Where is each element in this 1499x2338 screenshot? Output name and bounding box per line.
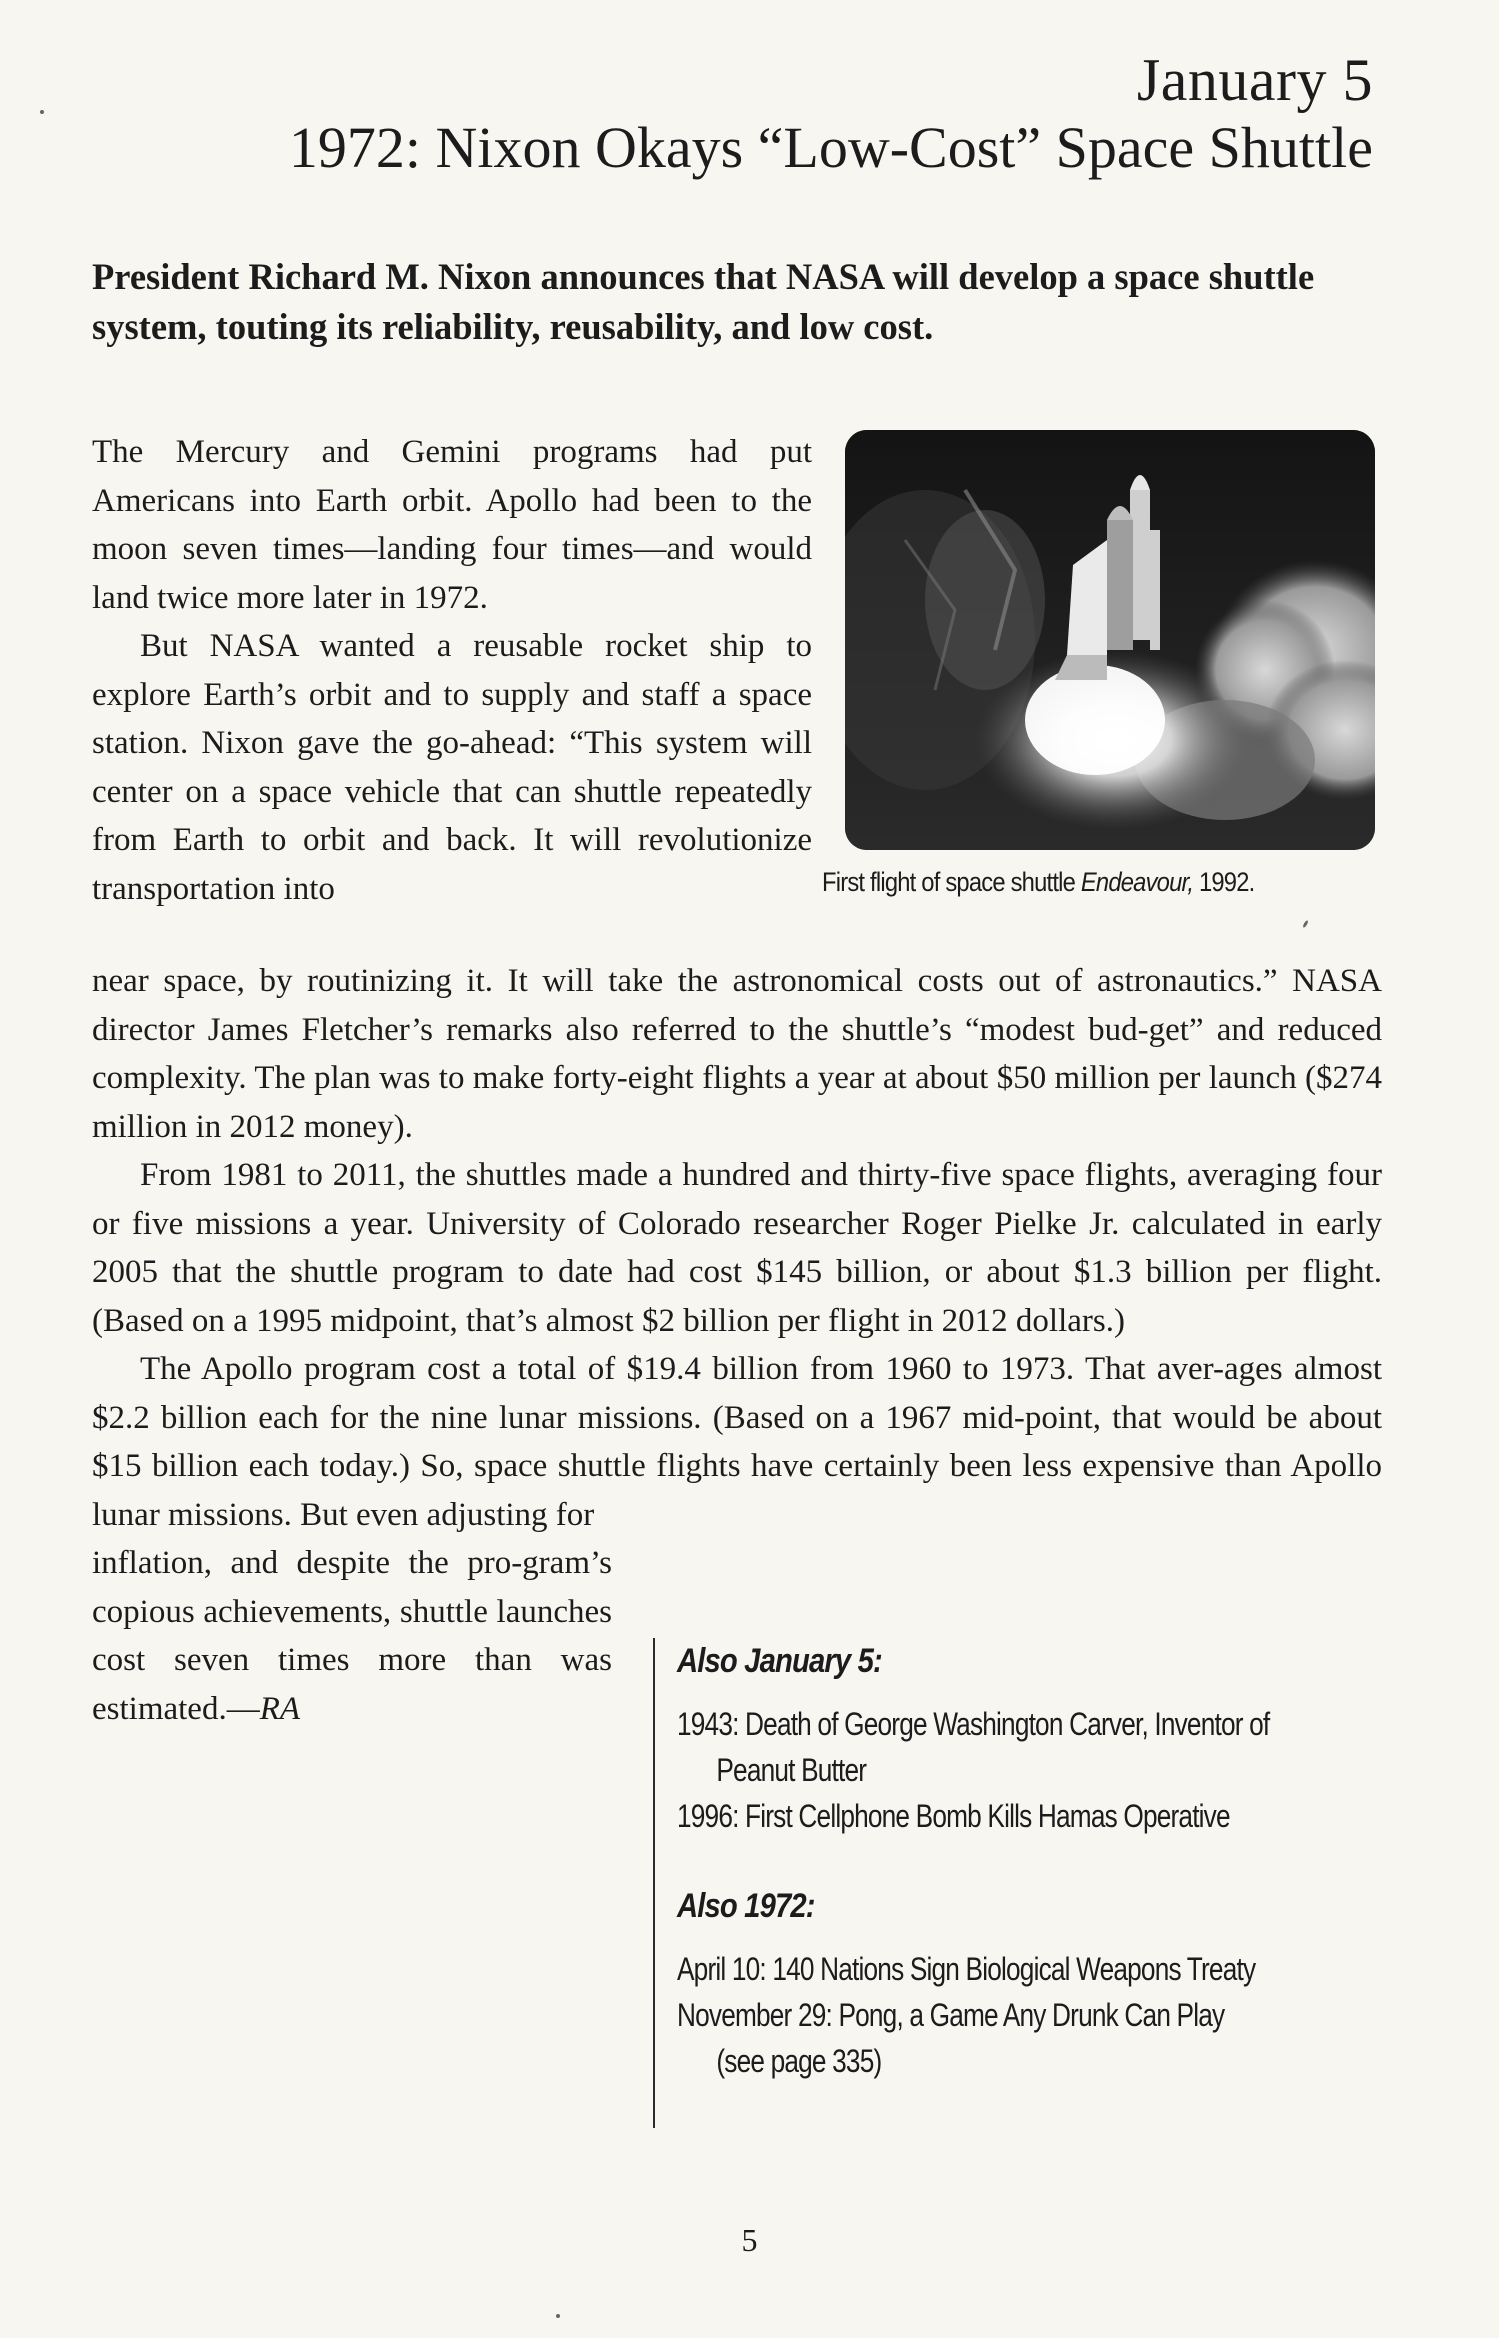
sidebar-item: November 29: Pong, a Game Any Drunk Can Play — [677, 1997, 1225, 2033]
sidebar-item-continuation: (see page 335) — [716, 2043, 882, 2079]
paragraph-4-tail — [92, 1539, 612, 1733]
subhead-summary: President Richard M. Nixon announces that NASA will develop a space shuttle system, touting its reliability, reusability, and low cost. — [92, 256, 1315, 347]
shuttle-launch-illustration — [845, 430, 1375, 850]
photo-caption — [822, 868, 1315, 898]
page-title: 1972: Nixon Okays “Low-Cost” Space Shuttle — [288, 115, 1373, 180]
paper-speck — [40, 110, 44, 114]
shuttle-launch-photo — [845, 430, 1375, 850]
paragraph-2: But NASA wanted a reusable rocket ship to explore Earth’s orbit and to supply and staff a space station. Nixon gave the go-ahead: “This system will center on a space vehicle that can shuttle repeatedly from Earth to orbit and back. It will revolutionize transportation into — [92, 628, 812, 907]
sidebar-item: 1943: Death of George Washington Carver, Inventor of — [677, 1706, 1270, 1742]
paper-speck — [1302, 920, 1309, 928]
closing-text: inflation, and despite the pro-gram’s copious achievements, shuttle launches cost seven times more than was estimated.— — [92, 1545, 612, 1727]
paragraph-2-continued: near space, by routinizing it. It will take the astronomical costs out of astronautics.” NASA director James Fletcher’s remarks also referred to the shuttle’s “modest bud-get” and reduced complexity. The plan was to make forty-eight flights a year at about $50 million per launch ($274 million in 2012 money). — [92, 963, 1382, 1145]
also-sidebar — [653, 1638, 1415, 2128]
caption-shuttle-name: Endeavour, — [1080, 867, 1194, 897]
sidebar-heading-year: Also 1972: — [677, 1887, 815, 1925]
sidebar-item-continuation: Peanut Butter — [716, 1752, 867, 1788]
body-column-upper — [92, 428, 812, 913]
page-date: January 5 — [1136, 47, 1373, 113]
caption-suffix: 1992. — [1193, 867, 1255, 897]
sidebar-item: 1996: First Cellphone Bomb Kills Hamas Operative — [677, 1798, 1230, 1834]
paper-speck — [556, 2314, 560, 2318]
paragraph-1: The Mercury and Gemini programs had put Americans into Earth orbit. Apollo had been to the moon seven times—landing four times—and would land twice more later in 1972. — [92, 434, 812, 616]
page-number: 5 — [741, 2222, 758, 2258]
sidebar-item: April 10: 140 Nations Sign Biological Weapons Treaty — [677, 1951, 1256, 1987]
body-column-full — [92, 957, 1382, 1733]
paragraph-3: From 1981 to 2011, the shuttles made a hundred and thirty-five space flights, averaging four or five missions a year. University of Colorado researcher Roger Pielke Jr. calculated in early 2005 that the shuttle program to date had cost $145 billion, or about $1.3 billion per flight. (Based on a 1995 midpoint, that’s almost $2 billion per flight in 2012 dollars.) — [92, 1157, 1382, 1339]
paragraph-4: The Apollo program cost a total of $19.4 billion from 1960 to 1973. That aver-ages almost $2.2 billion each for the nine lunar missions. (Based on a 1967 mid-point, that would be about $15 billion each today.) So, space shuttle flights have certainly been less expensive than Apollo lunar missions. But even adjusting for — [92, 1351, 1382, 1533]
caption-prefix: First flight of space shuttle — [822, 867, 1081, 897]
author-initials: RA — [259, 1690, 301, 1727]
sidebar-heading-january: Also January 5: — [677, 1642, 882, 1680]
